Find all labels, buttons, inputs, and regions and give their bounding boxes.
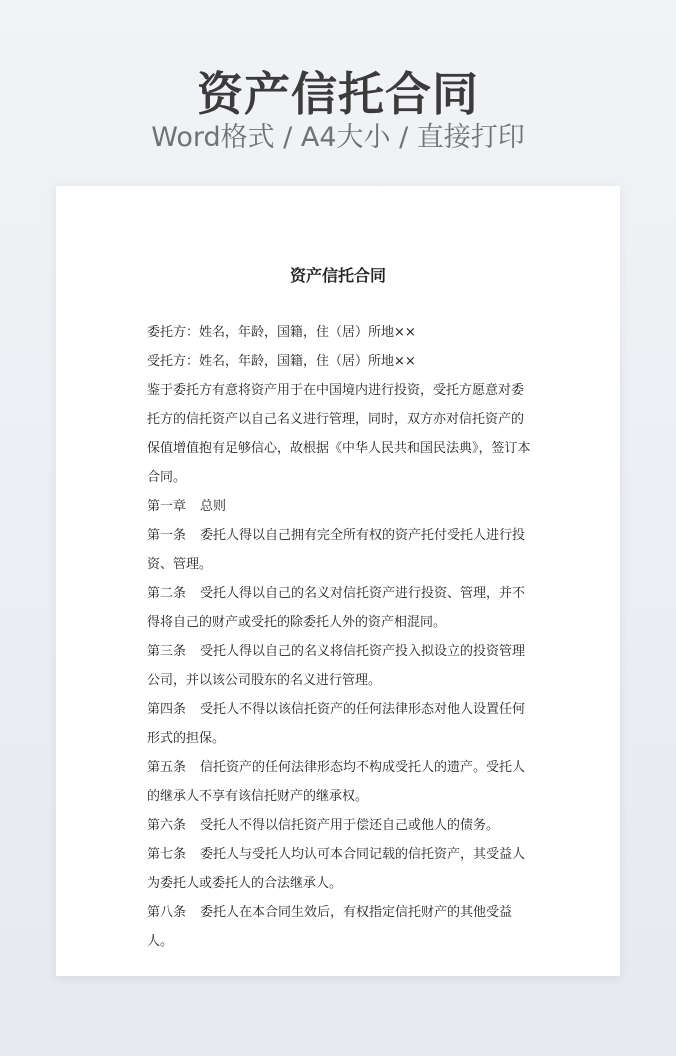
article-3 <box>147 637 533 695</box>
article-label: 第六条 <box>147 818 187 833</box>
article-label: 第一条 <box>147 528 187 543</box>
article-label: 第八条 <box>147 905 187 920</box>
document-body <box>147 318 533 956</box>
chapter-name: 总则 <box>200 499 227 514</box>
article-label: 第四条 <box>147 702 187 717</box>
article-text: 委托人在本合同生效后，有权指定信托财产的其他受益人。 <box>147 905 513 949</box>
article-text: 信托资产的任何法律形态均不构成受托人的遗产。受托人的继承人不享有该信托财产的继承权。 <box>147 760 526 804</box>
chapter-heading <box>147 492 533 521</box>
preamble: 鉴于委托方有意将资产用于在中国境内进行投资，受托方愿意对委托方的信托资产以自己名义进行管理，同时，双方亦对信托资产的保值增值抱有足够信心，故根据《中华人民共和国民法典》，签订本合同。 <box>147 383 531 485</box>
document-title: 资产信托合同 <box>289 266 386 285</box>
article-label: 第三条 <box>147 644 187 659</box>
article-label: 第七条 <box>147 847 187 862</box>
chapter-label: 第一章 <box>147 499 187 514</box>
article-text: 受托人得以自己的名义将信托资产投入拟设立的投资管理公司，并以该公司股东的名义进行管理。 <box>147 644 526 688</box>
article-5 <box>147 753 533 811</box>
article-6 <box>147 811 533 840</box>
party-trustee: 受托方：姓名，年龄，国籍，住（居）所地×× <box>147 354 416 369</box>
article-text: 委托人得以自己拥有完全所有权的资产托付受托人进行投资、管理。 <box>147 528 526 572</box>
article-8 <box>147 898 533 956</box>
article-1 <box>147 521 533 579</box>
article-4 <box>147 695 533 753</box>
article-text: 委托人与受托人均认可本合同记载的信托资产，其受益人为委托人或委托人的合法继承人。 <box>147 847 526 891</box>
article-2 <box>147 579 533 637</box>
party-entrustor: 委托方：姓名，年龄，国籍，住（居）所地×× <box>147 325 416 340</box>
article-text: 受托人得以自己的名义对信托资产进行投资、管理，并不得将自己的财产或受托的除委托人外的资产相混同。 <box>147 586 526 630</box>
article-7 <box>147 840 533 898</box>
banner-title: 资产信托合同 <box>197 67 479 121</box>
banner-subtitle: Word格式 / A4大小 / 直接打印 <box>151 122 525 153</box>
article-label: 第五条 <box>147 760 187 775</box>
article-text: 受托人不得以该信托资产的任何法律形态对他人设置任何形式的担保。 <box>147 702 526 746</box>
article-text: 受托人不得以信托资产用于偿还自己或他人的债务。 <box>200 818 500 833</box>
article-label: 第二条 <box>147 586 187 601</box>
